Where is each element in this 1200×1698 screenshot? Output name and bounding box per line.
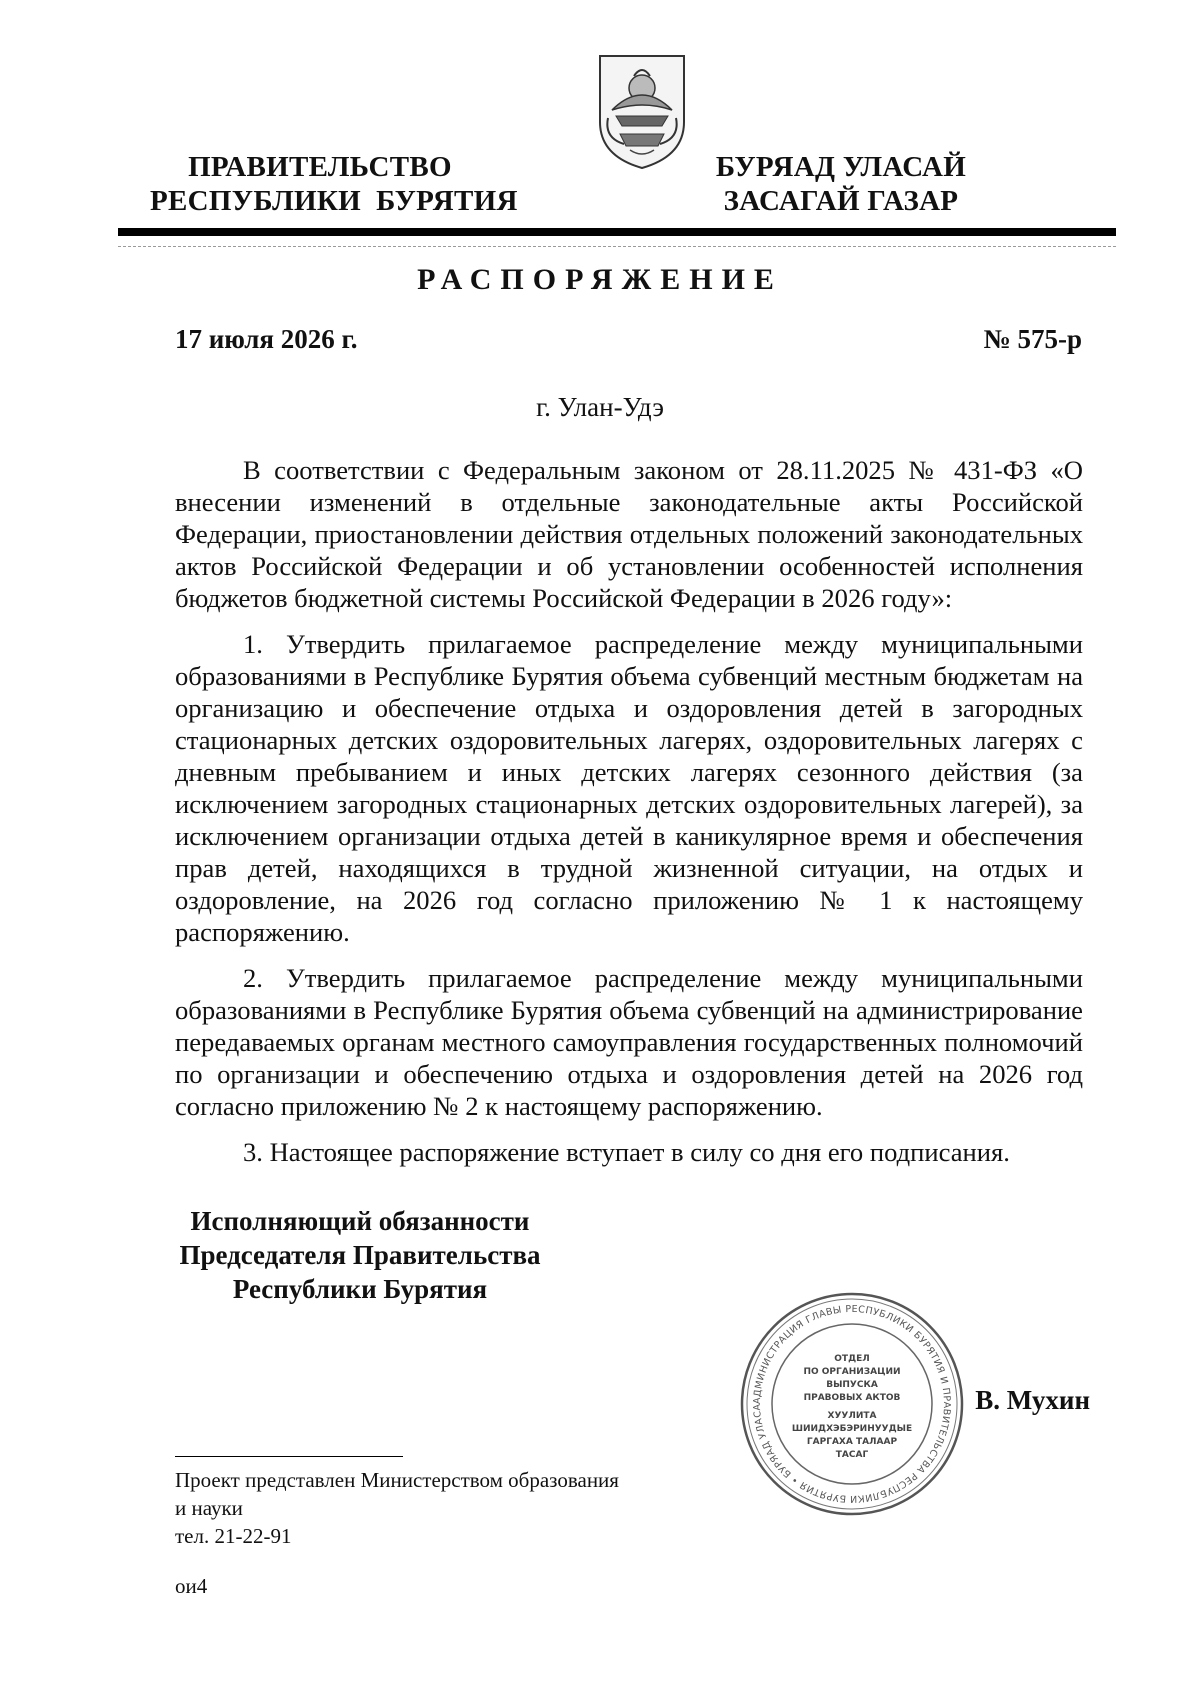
- official-stamp: [738, 1290, 966, 1518]
- stamp-line-2: ПО ОРГАНИЗАЦИИ: [803, 1367, 901, 1377]
- signature-position-line-1: Исполняющий обязанности: [190, 1206, 530, 1236]
- stamp-line-4: ПРАВОВЫХ АКТОВ: [803, 1393, 901, 1403]
- footer-line-3: тел. 21-22-91: [175, 1524, 292, 1548]
- stamp-line-6: ШИИДХЭБЭРИНУУДЫЕ: [791, 1424, 913, 1434]
- header-left-line-2: РЕСПУБЛИКИ БУРЯТИЯ: [150, 185, 518, 217]
- signature-position: [160, 1204, 560, 1306]
- document-date: 17 июля 2026 г.: [175, 324, 358, 354]
- footer-line-1: Проект представлен Министерством образования: [175, 1468, 619, 1492]
- body-paragraph-2: 2. Утвердить прилагаемое распределение между муниципальными образованиями в Республике Бурятия объема субвенций на администрирование передаваемых органам местного самоуправления государственных полномочий по организации и обеспечению отдыха и оздоровления детей на 2026 год согласно приложению № 2 к настоящему распоряжению.: [175, 963, 1083, 1121]
- stamp-line-5: ХУУЛИТА: [827, 1411, 877, 1421]
- footer-rule: [175, 1456, 403, 1457]
- header-left-line-1: ПРАВИТЕЛЬСТВО: [188, 151, 452, 183]
- signature-position-line-3: Республики Бурятия: [232, 1274, 488, 1304]
- header-left: [150, 150, 518, 218]
- header-right-line-2: ЗАСАГАЙ ГАЗАР: [723, 185, 959, 217]
- header-right: [706, 150, 976, 218]
- stamp-line-1: ОТДЕЛ: [834, 1354, 870, 1364]
- footer-line-2: и науки: [175, 1496, 243, 1520]
- footer-note: [175, 1466, 735, 1550]
- header-rule-thin: [118, 246, 1116, 247]
- stamp-line-7: ГАРГАХА ТАЛААР: [806, 1437, 898, 1447]
- stamp-ring-text: АДМИНИСТРАЦИЯ ГЛАВЫ РЕСПУБЛИКИ БУРЯТИЯ И ПРАВИТЕЛЬСТВА РЕСПУБЛИКИ БУРЯТИЯ • БУРЯАД УЛАСА: [751, 1303, 953, 1505]
- header-rule-thick: [118, 228, 1116, 236]
- stamp-line-3: ВЫПУСКА: [826, 1380, 878, 1390]
- document-title: РАСПОРЯЖЕНИЕ: [417, 263, 783, 296]
- coat-of-arms-icon: [594, 52, 690, 172]
- document-number: № 575-р: [983, 324, 1082, 354]
- header-right-line-1: БУРЯАД УЛАСАЙ: [715, 151, 967, 183]
- body-intro: В соответствии с Федеральным законом от 28.11.2025 № 431-ФЗ «О внесении изменений в отдельные законодательные акты Российской Федерации, приостановлении действия отдельных положений законодательных актов Российской Федерации и об установлении особенностей исполнения бюджетов бюджетной системы Российской Федерации в 2026 году»:: [175, 455, 1083, 613]
- footer-code: ои4: [175, 1574, 208, 1598]
- stamp-line-8: ТАСАГ: [835, 1450, 869, 1460]
- signature-position-line-2: Председателя Правительства: [179, 1240, 541, 1270]
- body-paragraph-1: 1. Утвердить прилагаемое распределение между муниципальными образованиями в Республике Бурятия объема субвенций местным бюджетам на организацию и обеспечение отдыха и оздоровления детей в загородных стационарных детских оздоровительных лагерях, оздоровительных лагерях с дневным пребыванием и иных детских лагерях сезонного действия (за исключением загородных стационарных детских оздоровительных лагерей), за исключением организации отдыха детей в каникулярное время и обеспечения прав детей, находящихся в трудной жизненной ситуации, на отдых и оздоровление, на 2026 год согласно приложению № 1 к настоящему распоряжению.: [175, 629, 1083, 947]
- signature-name: В. Мухин: [975, 1385, 1090, 1415]
- document-city: г. Улан-Удэ: [536, 392, 664, 422]
- body-paragraph-3: 3. Настоящее распоряжение вступает в силу со дня его подписания.: [243, 1137, 1010, 1167]
